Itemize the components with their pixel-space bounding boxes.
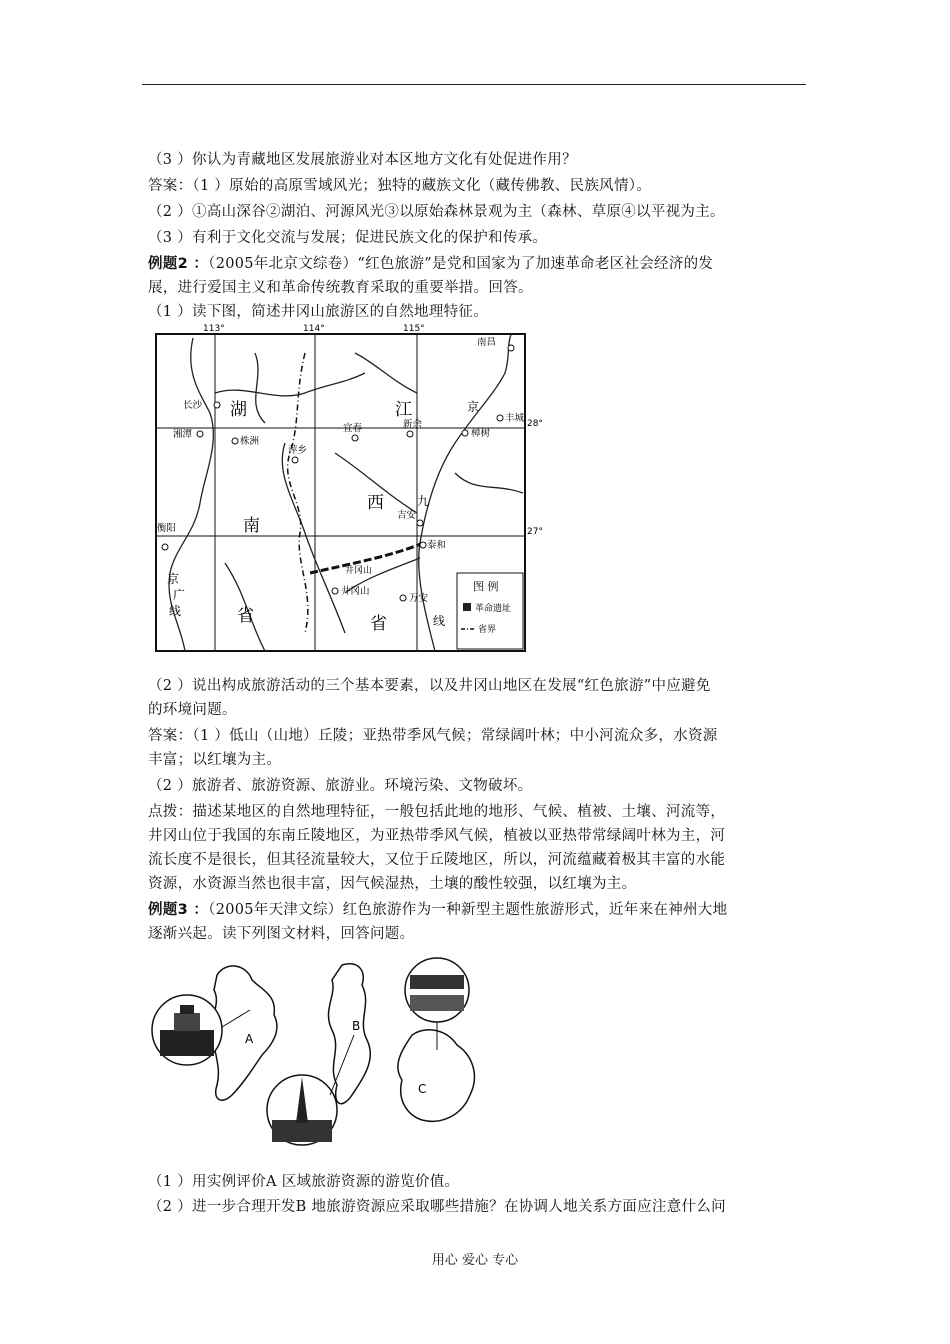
revolution-site-icon bbox=[463, 603, 471, 611]
region-label: 广 bbox=[173, 588, 186, 602]
hint-line-2: 井冈山位于我国的东南丘陵地区，为亚热带季风气候，植被以亚热带常绿阔叶林为主，河 bbox=[148, 828, 726, 844]
example2-intro-cont: 展，进行爱国主义和革命传统教育采取的重要举措。回答。 bbox=[148, 280, 533, 296]
lat-label: 27° bbox=[527, 527, 543, 537]
city-label: 南昌 bbox=[477, 337, 497, 348]
example2-label: 例题2 ： bbox=[148, 256, 209, 272]
city-label: 长沙 bbox=[183, 400, 203, 411]
legend-item: 省界 bbox=[478, 625, 497, 635]
city-label: 宜春 bbox=[343, 423, 363, 434]
photo-c bbox=[405, 958, 469, 1022]
hint-line-3: 流长度不是很长，但其径流量较大，又位于丘陵地区，所以，河流蕴藏着极其丰富的水能 bbox=[148, 852, 726, 868]
example2-answer-1: 答案：（1 ）低山（山地）丘陵；亚热带季风气候；常绿阔叶林；中小河流众多，水资源 bbox=[148, 728, 718, 744]
city-label: 万安 bbox=[409, 593, 429, 604]
answer-2: （2 ）①高山深谷②湖泊、河源风光③以原始森林景观为主（森林、草原④以平视为主。 bbox=[148, 204, 725, 220]
label-a: A bbox=[245, 1032, 254, 1046]
legend-title: 图 例 bbox=[473, 580, 499, 593]
example2-answer-1-cont: 丰富；以红壤为主。 bbox=[148, 752, 282, 768]
example3-intro-cont: 逐渐兴起。读下列图文材料，回答问题。 bbox=[148, 926, 415, 942]
city-label: 新余 bbox=[403, 419, 423, 430]
city-label: 衡阳 bbox=[157, 523, 177, 534]
region-label: 省 bbox=[237, 606, 254, 626]
hint-line-1: 点拨：描述某地区的自然地理特征，一般包括此地的地形、气候、植被、土壤、河流等， bbox=[148, 804, 726, 820]
region-c-outline bbox=[398, 1030, 475, 1121]
answer-1: 答案：（1 ）原始的高原雪域风光；独特的藏族文化（藏传佛教、民族风情）。 bbox=[148, 178, 652, 194]
region-label: 江 bbox=[395, 400, 412, 420]
city-label: 萍乡 bbox=[288, 445, 308, 456]
example3-figure bbox=[152, 955, 482, 1150]
region-label: 九 bbox=[417, 494, 430, 508]
route-label: 井冈山 bbox=[345, 566, 373, 576]
region-label: 京 bbox=[167, 572, 180, 586]
lon-label: 113° bbox=[203, 324, 225, 334]
region-label: 京 bbox=[467, 400, 480, 414]
header-rule bbox=[142, 84, 806, 85]
example2-q2-cont: 的环境问题。 bbox=[148, 702, 237, 718]
city-label: 井冈山 bbox=[341, 586, 370, 597]
hint-line-4: 资源，水资源当然也很丰富，因气候湿热，土壤的酸性较强，以红壤为主。 bbox=[148, 876, 637, 892]
example3-q1: （1 ）用实例评价A 区域旅游资源的游览价值。 bbox=[148, 1174, 460, 1190]
region-label: 线 bbox=[169, 604, 182, 618]
page-footer: 用心 爱心 专心 bbox=[431, 1253, 519, 1268]
region-label: 湖 bbox=[230, 400, 247, 420]
city-label: 吉安 bbox=[397, 510, 417, 521]
example2-q1: （1 ）读下图，简述井冈山旅游区的自然地理特征。 bbox=[148, 304, 489, 320]
jinggangshan-map bbox=[155, 324, 543, 653]
example3-q2: （2 ）进一步合理开发B 地旅游资源应采取哪些措施？在协调人地关系方面应注意什么问 bbox=[148, 1199, 726, 1215]
region-label: 西 bbox=[367, 493, 384, 513]
label-c: C bbox=[418, 1082, 427, 1096]
answer-3: （3 ）有利于文化交流与发展；促进民族文化的保护和传承。 bbox=[148, 230, 548, 246]
lon-label: 115° bbox=[403, 324, 425, 334]
city-label: 株洲 bbox=[240, 436, 260, 447]
example3-label: 例题3 ： bbox=[148, 902, 209, 918]
example2-intro: 例题2 ：（2005年北京文综卷）“红色旅游”是党和国家为了加速革命老区社会经济的发 bbox=[148, 256, 714, 272]
example2-q2: （2 ）说出构成旅游活动的三个基本要素，以及井冈山地区在发展“红色旅游”中应避免 bbox=[148, 678, 711, 694]
region-label: 南 bbox=[243, 516, 260, 536]
legend-item: 革命遗址 bbox=[475, 604, 512, 614]
example3-intro: 例题3 ：（2005年天津文综）红色旅游作为一种新型主题性旅游形式，近年来在神州大地 bbox=[148, 902, 728, 918]
region-label: 省 bbox=[370, 614, 387, 634]
lon-label: 114° bbox=[303, 324, 325, 334]
example2-answer-2: （2 ）旅游者、旅游资源、旅游业。环境污染、文物破坏。 bbox=[148, 778, 533, 794]
city-label: 湘潭 bbox=[173, 429, 193, 440]
city-label: 泰和 bbox=[427, 540, 447, 551]
region-label: 线 bbox=[433, 614, 446, 628]
lat-label: 28° bbox=[527, 419, 543, 429]
city-label: 樟树 bbox=[471, 428, 491, 439]
city-label: 丰城 bbox=[505, 413, 525, 424]
label-b: B bbox=[352, 1019, 361, 1033]
question-3: （3 ）你认为青藏地区发展旅游业对本区地方文化有处促进作用？ bbox=[148, 152, 577, 168]
